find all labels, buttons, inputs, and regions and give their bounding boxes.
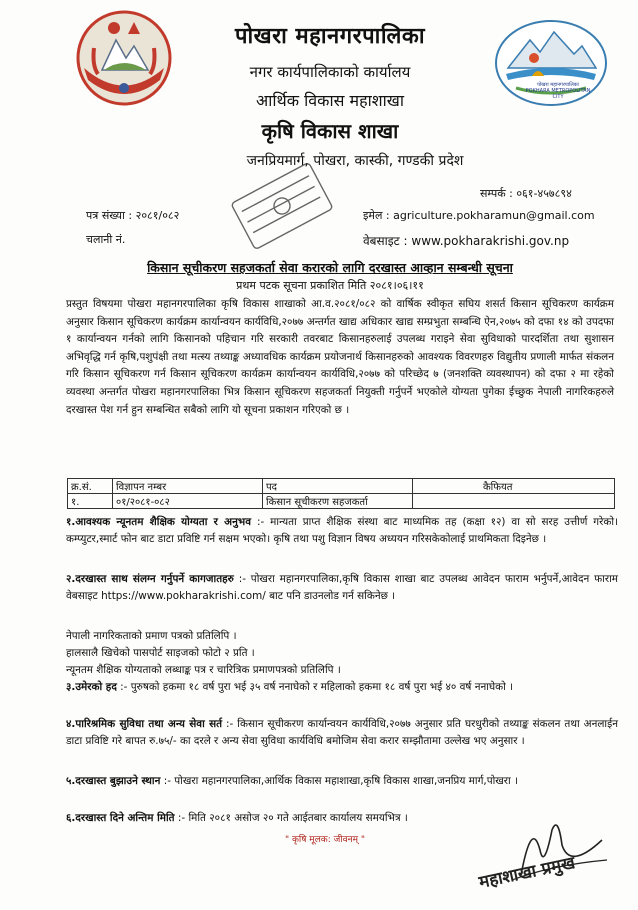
section-title: ६.दरखास्त दिने अन्तिम मिति [66,812,175,824]
document-item: न्यूनतम शैक्षिक योग्यताको लब्धाङ्क पत्र र चारित्रिक प्रमाणपत्रको प्रतिलिपि । [66,664,341,676]
table-header-cell: कैफियत [413,479,615,494]
table-cell: १. [68,494,113,509]
table-cell: किसान सूचीकरण सहजकर्ता [263,494,413,509]
section-documents [66,571,618,605]
section-submission-place [66,773,618,790]
section-text: :- पुरुषको हकमा १८ वर्ष पुरा भई ३५ वर्ष ननाघेको र महिलाको हकमा १८ वर्ष पुरा भई ४० वर्ष ननाघेको । [120,681,514,693]
table-header-cell: पद [263,479,413,494]
section-age-limit [66,679,618,696]
section-text: :- मिति २०८१ असोज २० गते आईतबार कार्यालय समयभित्र । [177,812,408,824]
contact-number: सम्पर्क : ०६१-४५७८९४ [480,187,572,200]
table-cell: ०१/२०८१-०८२ [113,494,263,509]
website-line [363,232,569,249]
section-text: :- पोखरा महानगरपालिका,आर्थिक विकास महाशाखा,कृषि विकास शाखा,जनप्रिय मार्ग,पोखरा । [163,775,518,787]
section-name: कृषि विकास शाखा [261,119,399,143]
notice-body: प्रस्तुत विषयमा पोखरा महानगरपालिका कृषि विकास शाखाको आ.व.२०८१/०८२ को वार्षिक स्वीकृत सघिय शसर्त किसान सूचिकरण कार्यक्रम अनुसार किसान सूचिकरण कार्यक्रम कार्यान्वयन कार्यविधि,२०७७ अन्तर्गत खाद्य अधिकार खाद्य सम्प्रभुता सम्बन्धि ऐन,२०७५ को दफा १४ को उपदफा १ कार्यान्वयन गर्नको लागि किसानको पहिचान गरि सरकारी तवरबाट किसानहरुलाई उपलब्ध गराइने सेवा सुविधाको पारदर्शिता तथा सुशासन अभिवृद्धि गर्न कृषि,पशुपंक्षी तथा मत्स्य तथ्याङ्क अध्यावधिक कार्यक्रम प्रयोजनार्थ किसानहरुको आवश्यक विवरणहरु विद्युतीय प्रणाली मार्फत संकलन गरि किसान सूचिकरण गर्न किसान सूचिकरण कार्यक्रम कार्यान्वयन कार्यविधि,२०७७ को परिच्छेद ७ (जनशक्ति व्यवस्थापन) को दफा २ मा रहेको व्यवस्था अन्तर्गत पोखरा महानगरपालिका भित्र किसान सूचिकरण सहजकर्ता नियुक्ती गर्नुपर्ने भएकोले योग्यता पुगेका ईच्छुक नेपाली नागरिकहरुले दरखास्त पेश गर्न हुन सम्बन्धित सबैको लागि यो सूचना प्रकाशन गरिएको छ । [66,298,614,416]
footer-motto: " कृषि मूलक: जीवनम् " [285,835,365,845]
letter-number: पत्र संख्या : २०८१/०८२ [86,209,180,222]
office-seal-icon [222,160,342,252]
notice-subject: किसान सूचीकरण सहजकर्ता सेवा करारको लागि दरखास्त आव्हान सम्बन्धी सूचना [147,260,513,275]
office-subtitle: नगर कार्यपालिकाको कार्यालय [249,63,411,81]
table-header-cell: विज्ञापन नम्बर [113,479,263,494]
email-address: इमेल : agriculture.pokharamun@gmail.com [363,209,595,222]
section-remuneration [66,716,618,750]
section-text: :- मान्यता प्राप्त शैक्षिक संस्था बाट माध्यमिक तह (कक्षा १२) वा सो सरह उत्तीर्ण गरेको। कम्प्युटर,स्मार्ट फोन बाट डाटा प्रविष्टि गर्न सक्षम भएको। कृषि तथा पशु विज्ञान विषय अध्ययन गरिसकेकोलाई प्राथमिकता दिइनेछ । [66,516,618,546]
publish-date: प्रथम पटक सूचना प्रकाशित मिति २०८१।०६।११ [236,279,424,292]
dispatch-number: चलानी नं. [86,233,126,246]
section-title: २.दरखास्त साथ संलग्न गर्नुपर्ने कागजातहरु [66,573,234,585]
table-cell [413,494,615,509]
section-title: ५.दरखास्त बुझाउने स्थान [66,775,161,787]
nepal-emblem-icon [74,8,174,108]
section-qualification [66,514,618,548]
website-link[interactable]: www.pokharakrishi.gov.np [411,234,570,248]
division-name: आर्थिक विकास महाशाखा [256,91,404,110]
section-text: :- किसान सूचीकरण कार्यान्वयन कार्यविधि,२०७७ अनुसार प्रति घरधुरीको तथ्याङ्क संकलन तथा अनलाईन डाटा प्रविष्टि गरे बापत रु.७५/- का दरले र अन्य सेवा सुविधा कार्यविधि बमोजिम सेवा करार सम्झौतामा उल्लेख भए अनुसार । [66,718,618,748]
office-address: जनप्रियमार्ग, पोखरा, कास्की, गण्डकी प्रदेश [246,153,464,169]
table-row [68,494,615,509]
section-text: :- पोखरा महानगरपालिका,कृषि विकास शाखा बाट उपलब्ध आवेदन फाराम भर्नुपर्ने,आवेदन फाराम वेबसाइट https://www.pokharakrishi.com/ बाट पनि डाउनलोड गर्न सकिनेछ । [66,573,618,603]
section-title: ४.पारिश्रमिक सुविधा तथा अन्य सेवा सर्त [66,718,223,730]
section-title: १.आवश्यक न्यूनतम शैक्षिक योग्यता र अनुभव [66,516,251,528]
vacancy-table [67,478,615,509]
signature-title: महाशाखा प्रमुख [477,853,577,893]
website-label: वेबसाइट : [363,234,408,248]
document-item: नेपाली नागरिकताको प्रमाण पत्रको प्रतिलिपि । [66,630,237,642]
office-name-title: पोखरा महानगरपालिका [234,24,426,49]
section-title: ३.उमेरको हद [66,681,117,693]
pokhara-city-logo-caption: पोखरा महानगरपालिका POKHARA METROPOLITAN CITY [525,82,591,100]
document-item: हालसालै खिचेको पासपोर्ट साइजको फोटो २ प्रति । [66,647,255,659]
table-header-row [68,479,615,494]
table-header-cell: क्र.सं. [68,479,113,494]
